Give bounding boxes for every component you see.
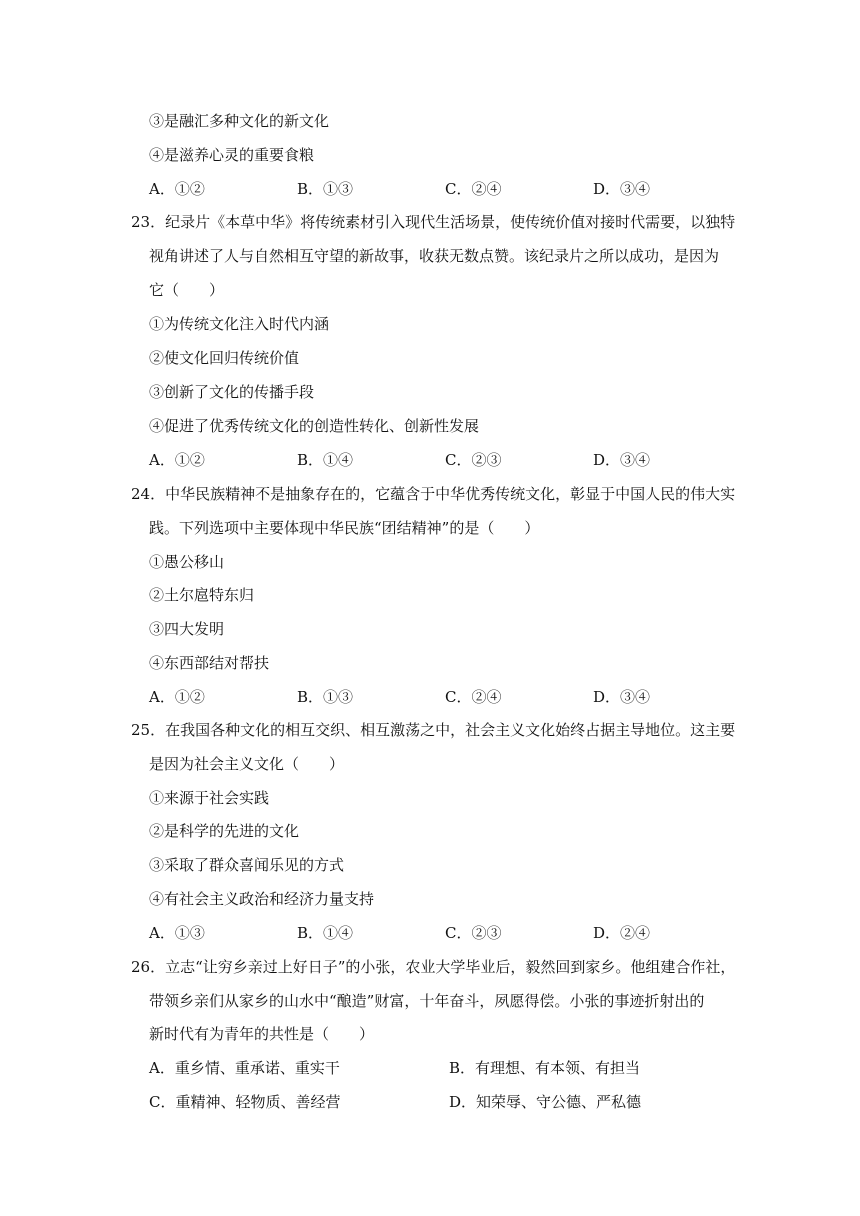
q25-option-1: ①来源于社会实践 bbox=[149, 789, 270, 807]
q23-option-1: ①为传统文化注入时代内涵 bbox=[149, 315, 330, 333]
q25-stem-line-1: 25．在我国各种文化的相互交织、相互激荡之中，社会主义文化始终占据主导地位。这主要 bbox=[131, 721, 736, 739]
q23-option-2: ②使文化回归传统价值 bbox=[149, 349, 300, 367]
q25-choice-c: C．②③ bbox=[445, 924, 502, 942]
q26-stem-line-2: 带领乡亲们从家乡的山水中“酿造”财富，十年奋斗，夙愿得偿。小张的事迹折射出的 bbox=[149, 992, 705, 1010]
q22-choice-a: A．①② bbox=[149, 180, 205, 198]
q23-choice-d: D．③④ bbox=[593, 451, 651, 469]
q23-option-3: ③创新了文化的传播手段 bbox=[149, 383, 315, 401]
q22-option-3: ③是融汇多种文化的新文化 bbox=[149, 112, 330, 130]
q24-option-2: ②土尔扈特东归 bbox=[149, 586, 255, 604]
q26-stem-line-3: 新时代有为青年的共性是（ ） bbox=[149, 1025, 375, 1043]
q24-option-4: ④东西部结对帮扶 bbox=[149, 654, 270, 672]
q26-stem-line-1: 26．立志“让穷乡亲过上好日子”的小张，农业大学毕业后，毅然回到家乡。他组建合作社， bbox=[131, 958, 736, 976]
q23-option-4: ④促进了优秀传统文化的创造性转化、创新性发展 bbox=[149, 417, 480, 435]
q24-choice-a: A．①② bbox=[149, 688, 205, 706]
q23-choice-c: C．②③ bbox=[445, 451, 502, 469]
q25-option-2: ②是科学的先进的文化 bbox=[149, 822, 300, 840]
q23-choice-a: A．①② bbox=[149, 451, 205, 469]
q25-option-4: ④有社会主义政治和经济力量支持 bbox=[149, 890, 375, 908]
q25-option-3: ③采取了群众喜闻乐见的方式 bbox=[149, 856, 345, 874]
q23-stem-line-3: 它（ ） bbox=[149, 281, 225, 299]
q24-stem-line-2: 践。下列选项中主要体现中华民族“团结精神”的是（ ） bbox=[149, 519, 540, 537]
q22-choice-b: B．①③ bbox=[297, 180, 354, 198]
q26-choice-d: D．知荣辱、守公德、严私德 bbox=[449, 1093, 642, 1111]
q23-stem-line-1: 23．纪录片《本草中华》将传统素材引入现代生活场景，使传统价值对接时代需要，以独特 bbox=[131, 213, 736, 231]
q26-choice-c: C．重精神、轻物质、善经营 bbox=[149, 1093, 341, 1111]
q25-stem-line-2: 是因为社会主义文化（ ） bbox=[149, 755, 345, 773]
q24-stem-line-1: 24．中华民族精神不是抽象存在的，它蕴含于中华优秀传统文化，彰显于中国人民的伟大实 bbox=[131, 485, 736, 503]
q24-choice-b: B．①③ bbox=[297, 688, 354, 706]
q24-option-1: ①愚公移山 bbox=[149, 553, 225, 571]
q22-choice-c: C．②④ bbox=[445, 180, 502, 198]
q25-choice-b: B．①④ bbox=[297, 924, 354, 942]
q24-choice-c: C．②④ bbox=[445, 688, 502, 706]
q25-choice-d: D．②④ bbox=[593, 924, 651, 942]
q26-choice-b: B．有理想、有本领、有担当 bbox=[449, 1059, 641, 1077]
q24-option-3: ③四大发明 bbox=[149, 620, 225, 638]
q23-stem-line-2: 视角讲述了人与自然相互守望的新故事，收获无数点赞。该纪录片之所以成功，是因为 bbox=[149, 247, 720, 265]
q23-choice-b: B．①④ bbox=[297, 451, 354, 469]
q25-choice-a: A．①③ bbox=[149, 924, 205, 942]
q24-choice-d: D．③④ bbox=[593, 688, 651, 706]
q26-choice-a: A．重乡情、重承诺、重实干 bbox=[149, 1059, 340, 1077]
q22-choice-d: D．③④ bbox=[593, 180, 651, 198]
q22-option-4: ④是滋养心灵的重要食粮 bbox=[149, 146, 315, 164]
